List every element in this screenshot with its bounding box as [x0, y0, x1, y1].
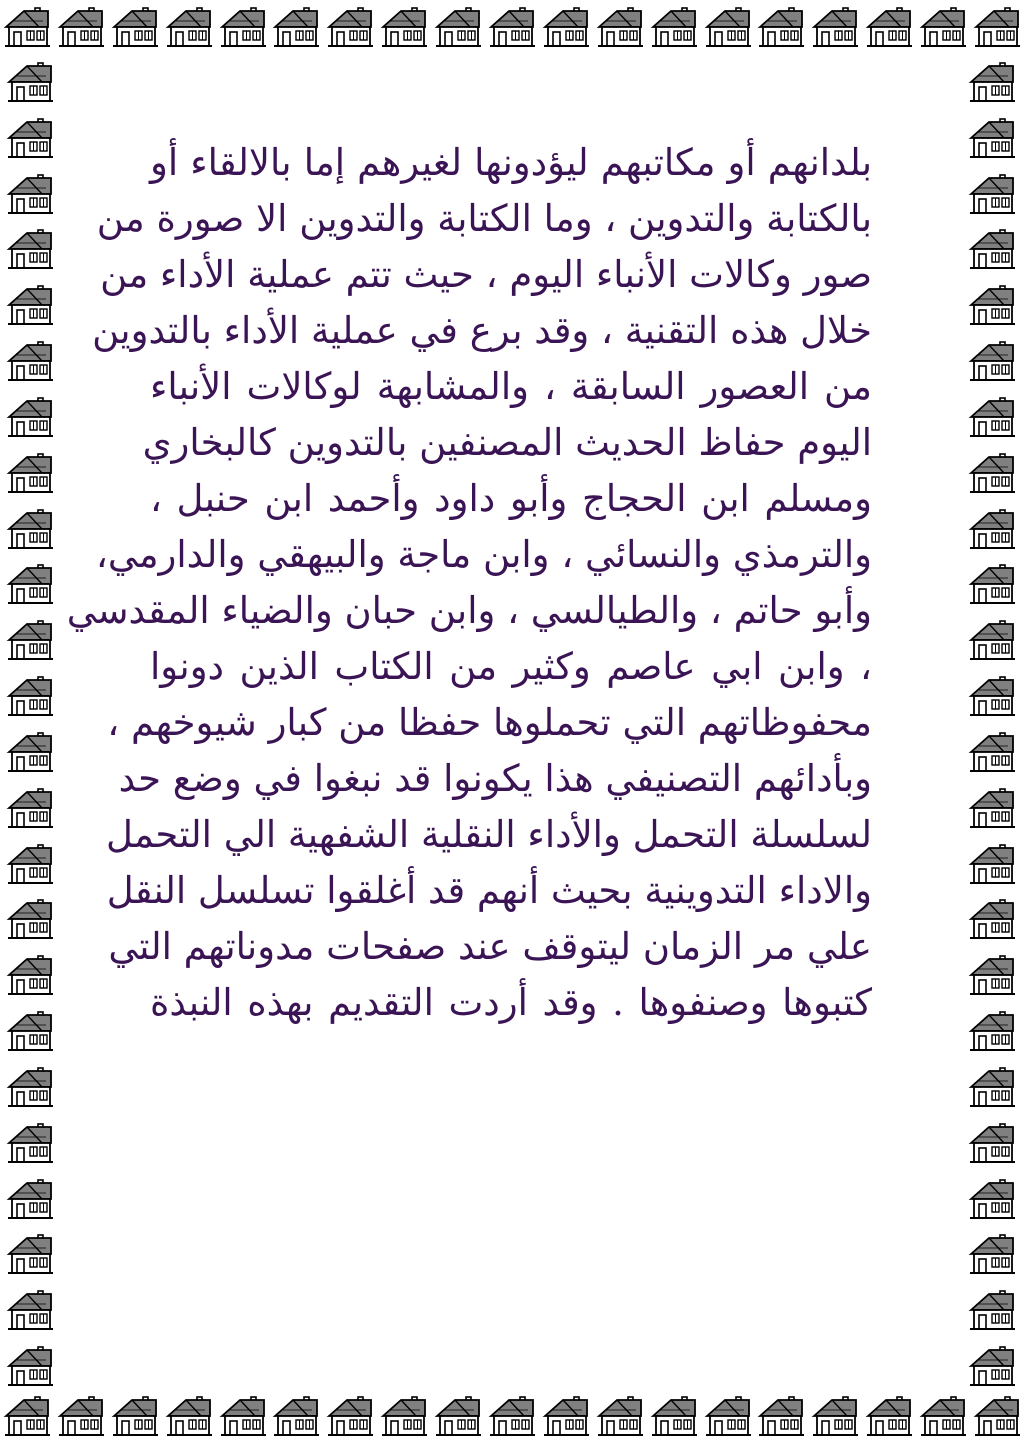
- house-icon: [968, 451, 1016, 495]
- house-icon: [542, 5, 590, 49]
- house-icon: [6, 1232, 54, 1276]
- house-icon: [6, 1065, 54, 1109]
- text-line: علي مر الزمان ليتوقف عند صفحات مدوناتهم التي: [108, 925, 872, 968]
- text-line: ومسلم ابن الحجاج وأبو داود وأحمد ابن حنبل ،: [150, 477, 872, 520]
- house-icon: [6, 1121, 54, 1165]
- house-icon: [968, 1177, 1016, 1221]
- house-icon: [704, 5, 752, 49]
- house-icon: [968, 897, 1016, 941]
- house-icon: [968, 842, 1016, 886]
- text-line: كتبوها وصنفوها . وقد أردت التقديم بهذه النبذة: [150, 981, 872, 1024]
- house-icon: [380, 1394, 428, 1438]
- house-icon: [272, 5, 320, 49]
- house-icon: [650, 1394, 698, 1438]
- text-line: والاداء التدوينية بحيث أنهم قد أغلقوا تسلسل النقل: [106, 869, 872, 912]
- house-icon: [968, 395, 1016, 439]
- house-icon: [596, 5, 644, 49]
- house-icon: [968, 618, 1016, 662]
- house-icon: [326, 5, 374, 49]
- house-icon: [968, 1065, 1016, 1109]
- house-icon: [165, 5, 213, 49]
- house-icon: [968, 227, 1016, 271]
- house-icon: [488, 5, 536, 49]
- house-icon: [6, 786, 54, 830]
- house-icon: [6, 562, 54, 606]
- house-icon: [6, 227, 54, 271]
- house-icon: [6, 897, 54, 941]
- house-icon: [219, 1394, 267, 1438]
- house-icon: [968, 562, 1016, 606]
- house-icon: [6, 674, 54, 718]
- house-icon: [165, 1394, 213, 1438]
- house-icon: [6, 283, 54, 327]
- house-icon: [542, 1394, 590, 1438]
- border-bottom: [0, 1390, 1024, 1442]
- house-icon: [968, 339, 1016, 383]
- house-icon: [3, 5, 51, 49]
- house-icon: [272, 1394, 320, 1438]
- house-icon: [434, 5, 482, 49]
- house-icon: [6, 1344, 54, 1388]
- house-icon: [757, 1394, 805, 1438]
- house-icon: [968, 60, 1016, 104]
- text-line: خلال هذه التقنية ، وقد برع في عملية الأداء بالتدوين: [92, 309, 872, 352]
- house-icon: [968, 1009, 1016, 1053]
- text-line: صور وكالات الأنباء اليوم ، حيث تتم عملية الأداء من: [100, 253, 872, 296]
- house-icon: [865, 5, 913, 49]
- house-icon: [596, 1394, 644, 1438]
- house-icon: [811, 1394, 859, 1438]
- house-icon: [6, 618, 54, 662]
- text-line: ، وابن ابي عاصم وكثير من الكتاب الذين دونوا: [150, 645, 872, 688]
- house-icon: [6, 1009, 54, 1053]
- text-line: وبأدائهم التصنيفي هذا يكونوا قد نبغوا في وضع حد: [118, 757, 872, 800]
- house-icon: [968, 507, 1016, 551]
- house-icon: [111, 1394, 159, 1438]
- house-icon: [111, 5, 159, 49]
- house-icon: [968, 1121, 1016, 1165]
- house-icon: [3, 1394, 51, 1438]
- house-icon: [968, 116, 1016, 160]
- house-icon: [6, 60, 54, 104]
- house-icon: [757, 5, 805, 49]
- text-line: بلدانهم أو مكاتبهم ليؤدونها لغيرهم إما بالالقاء أو: [150, 141, 872, 184]
- house-icon: [865, 1394, 913, 1438]
- house-icon: [57, 5, 105, 49]
- house-icon: [6, 1288, 54, 1332]
- house-icon: [6, 339, 54, 383]
- house-icon: [811, 5, 859, 49]
- house-icon: [6, 953, 54, 997]
- text-line: والترمذي والنسائي ، وابن ماجة والبيهقي والدارمي،: [95, 533, 872, 576]
- house-icon: [968, 674, 1016, 718]
- house-icon: [973, 5, 1021, 49]
- house-icon: [968, 1232, 1016, 1276]
- house-icon: [6, 116, 54, 160]
- border-right: [964, 52, 1024, 1390]
- text-line: لسلسلة التحمل والأداء النقلية الشفهية الي التحمل: [105, 813, 872, 856]
- house-icon: [973, 1394, 1021, 1438]
- house-icon: [650, 5, 698, 49]
- house-icon: [326, 1394, 374, 1438]
- house-icon: [968, 283, 1016, 327]
- house-icon: [919, 1394, 967, 1438]
- page-body-text: [66, 135, 872, 1255]
- text-line: من العصور السابقة ، والمشابهة لوكالات الأنباء: [150, 365, 872, 408]
- house-icon: [57, 1394, 105, 1438]
- text-line: محفوظاتهم التي تحملوها حفظا من كبار شيوخهم ،: [107, 701, 872, 744]
- house-icon: [6, 1177, 54, 1221]
- house-icon: [968, 1288, 1016, 1332]
- house-icon: [6, 730, 54, 774]
- house-icon: [434, 1394, 482, 1438]
- house-icon: [6, 451, 54, 495]
- house-icon: [380, 5, 428, 49]
- house-icon: [6, 395, 54, 439]
- house-icon: [6, 507, 54, 551]
- house-icon: [6, 172, 54, 216]
- house-icon: [968, 953, 1016, 997]
- house-icon: [968, 786, 1016, 830]
- border-left: [0, 52, 60, 1390]
- border-top: [0, 0, 1024, 52]
- house-icon: [704, 1394, 752, 1438]
- house-icon: [968, 730, 1016, 774]
- text-line: وأبو حاتم ، والطيالسي ، وابن حبان والضياء المقدسي: [66, 589, 872, 632]
- house-icon: [968, 172, 1016, 216]
- text-line: بالكتابة والتدوين ، وما الكتابة والتدوين الا صورة من: [96, 197, 872, 240]
- house-icon: [968, 1344, 1016, 1388]
- text-line: اليوم حفاظ الحديث المصنفين بالتدوين كالبخاري: [142, 421, 872, 464]
- house-icon: [919, 5, 967, 49]
- house-icon: [488, 1394, 536, 1438]
- house-icon: [219, 5, 267, 49]
- house-icon: [6, 842, 54, 886]
